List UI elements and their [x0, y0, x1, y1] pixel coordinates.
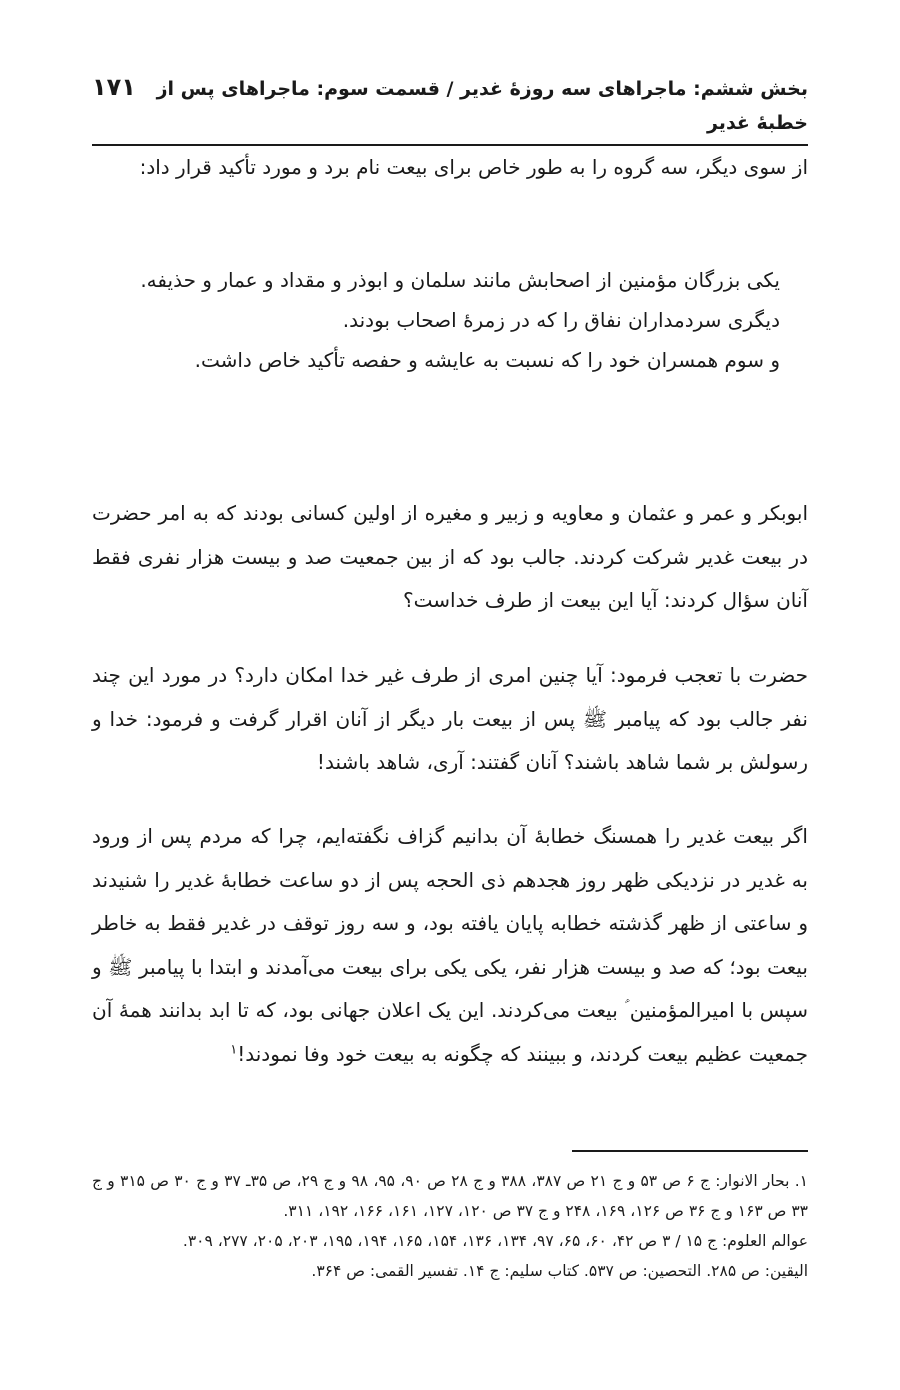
paragraph-first-pledgers: ابوبکر و عمر و عثمان و معاویه و زبیر و مغیره از اولین کسانی بودند که به امر حضرت در بیعت غدیر شرکت کردند. جالب بود که از بین جمعیت صد و بیست هزار نفری فقط آنان سؤال کردند: آیا این بیعت از طرف خداست؟: [92, 501, 808, 612]
footnote-item: عوالم العلوم: ج ۱۵ / ۳ ص ۴۲، ۶۰، ۶۵، ۹۷، ۱۳۴، ۱۳۶، ۱۵۴، ۱۶۵، ۱۹۴، ۱۹۵، ۲۰۳، ۲۰۵، ۲۷۷، ۳۰۹.: [182, 1232, 808, 1250]
footnote-item: ۱. بحار الانوار: ج ۶ ص ۵۳ و ج ۲۱ ص ۳۸۷، ۳۸۸ و ج ۲۸ ص ۹۰، ۹۵، ۹۸ و ج ۲۹، ص ۳۵ـ ۳۷ و ج ۳۰ ص ۳۱۵ و ج ۳۳ ص ۱۶۳ و ج ۳۶ ص ۱۲۶، ۱۶۹، ۲۴۸ و ج ۳۷ ص ۱۲۰، ۱۲۷، ۱۶۱، ۱۶۶، ۱۹۲، ۳۱۱.: [92, 1172, 808, 1220]
paragraph-prophet-response: حضرت با تعجب فرمود: آیا چنین امری از طرف غیر خدا امکان دارد؟ در مورد این چند نفر جالب بود که پیامبر ﷺ پس از بیعت بار دیگر از آنان اقرار گرفت و فرمود: خدا و رسولش بر شما شاهد باشند؟ آنان گفتند: آری، شاهد باشند!: [92, 663, 808, 774]
paragraph-text: اگر بیعت غدیر را همسنگ خطابهٔ آن بدانیم گزاف نگفته‌ایم، چرا که مردم پس از ورود به غدیر در نزدیکی ظهر روز هجدهم ذی الحجه پس از دو ساعت خطابهٔ غدیر را شنیدند و ساعتی از ظهر گذشته خطابه پایان یافته بود، و سه روز توقف در غدیر فقط به خاطر بیعت بود؛ که صد و بیست هزار نفر، یکی یکی برای بیعت می‌آمدند و ابتدا با پیامبر ﷺ و سپس با امیرالمؤمنین ؑ بیعت می‌کردند. این یک اعلان جهانی بود، که تا ابد بدانند همهٔ آن جمعیت عظیم بیعت کردند، و ببینند که چگونه به بیعت خود وفا نمودند!: [92, 824, 808, 1066]
list-item: و سوم همسران خود را که نسبت به عایشه و حفصه تأکید خاص داشت.: [194, 348, 780, 372]
three-groups-list: [92, 260, 808, 380]
paragraph-intro: از سوی دیگر، سه گروه را به طور خاص برای بیعت نام برد و مورد تأکید قرار داد:: [139, 155, 808, 179]
paragraph-ghadir-pledge: [92, 815, 808, 1076]
list-item: یکی بزرگان مؤمنین از اصحابش مانند سلمان و ابوذر و مقداد و عمار و حذیفه.: [140, 268, 780, 292]
footnote-reference[interactable]: ۱: [230, 1041, 238, 1057]
footnote-divider: [572, 1150, 808, 1152]
page-number: ۱۷۱: [92, 73, 136, 101]
list-item: دیگری سردمداران نفاق را که در زمرهٔ اصحاب بودند.: [342, 308, 780, 332]
running-header: [92, 70, 808, 146]
book-page: [92, 70, 808, 1350]
footnotes: [92, 1166, 808, 1286]
running-title: بخش ششم: ماجراهای سه روزهٔ غدیر / قسمت سوم: ماجراهای پس از خطبهٔ غدیر: [156, 78, 808, 134]
footnote-item: الیقین: ص ۲۸۵. التحصین: ص ۵۳۷. کتاب سلیم: ج ۱۴. تفسیر القمی: ص ۳۶۴.: [311, 1262, 808, 1280]
